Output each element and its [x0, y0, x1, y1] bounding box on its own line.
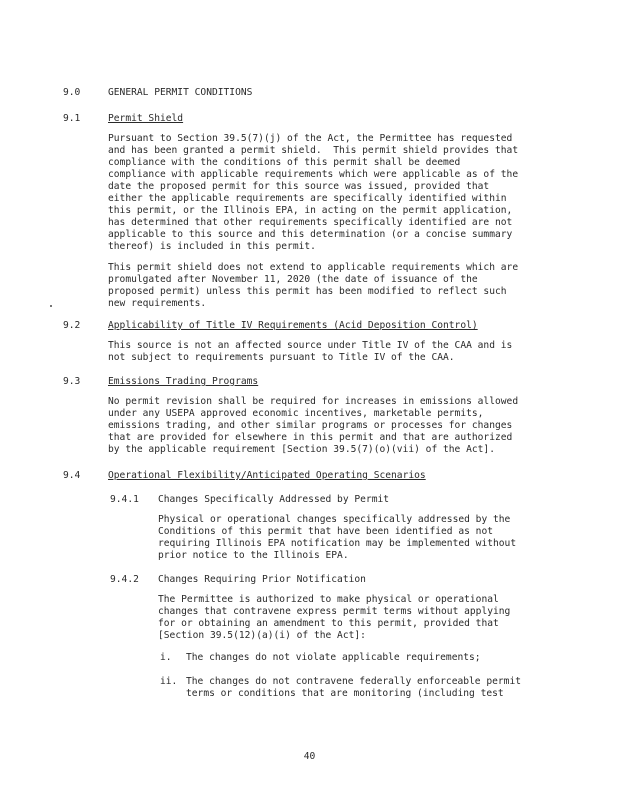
- subsection-title-9-4-2: Changes Requiring Prior Notification: [158, 574, 366, 585]
- paragraph-line: Conditions of this permit that have been identified as not: [158, 526, 494, 537]
- list-item-line: The changes do not contravene federally enforceable permit: [186, 676, 522, 687]
- paragraph-line: changes that contravene express permit terms without applying: [158, 606, 511, 617]
- paragraph-line: new requirements.: [108, 298, 207, 309]
- paragraph-line: requiring Illinois EPA notification may be implemented without: [158, 538, 517, 549]
- paragraph-line: compliance with applicable requirements which were applicable as of the: [108, 169, 519, 180]
- subsection-title-9-3: Emissions Trading Programs: [108, 376, 259, 387]
- paragraph-line: thereof) is included in this permit.: [108, 241, 316, 252]
- paragraph-line: [Section 39.5(12)(a)(i) of the Act]:: [158, 630, 366, 641]
- paragraph-line: under any USEPA approved economic incentives, marketable permits,: [108, 408, 484, 419]
- paragraph-line: has determined that other requirements specifically identified are not: [108, 217, 513, 228]
- paragraph-line: date the proposed permit for this source was issued, provided that: [108, 181, 490, 192]
- paragraph-line: applicable to this source and this determination (or a concise summary: [108, 229, 513, 240]
- subsection-title-9-2: Applicability of Title IV Requirements (Acid Deposition Control): [108, 320, 478, 331]
- paragraph-line: either the applicable requirements are specifically identified within: [108, 193, 507, 204]
- paragraph-line: This permit shield does not extend to applicable requirements which are: [108, 262, 519, 273]
- paragraph-line: for or obtaining an amendment to this permit, provided that: [158, 618, 499, 629]
- subsection-number-9-1: 9.1: [63, 113, 81, 124]
- list-item-line: The changes do not violate applicable requirements;: [186, 652, 481, 663]
- paragraph-line: This source is not an affected source under Title IV of the CAA and is: [108, 340, 513, 351]
- paragraph-line: prior notice to the Illinois EPA.: [158, 550, 349, 561]
- paragraph-line: No permit revision shall be required for increases in emissions allowed: [108, 396, 519, 407]
- paragraph-line: proposed permit) unless this permit has been modified to reflect such: [108, 286, 507, 297]
- list-item-marker: i.: [160, 652, 172, 663]
- paragraph-line: not subject to requirements pursuant to Title IV of the CAA.: [108, 352, 455, 363]
- list-item-line: terms or conditions that are monitoring (including test: [186, 688, 504, 699]
- paragraph-line: emissions trading, and other similar programs or processes for changes: [108, 420, 513, 431]
- subsection-title-9-1: Permit Shield: [108, 113, 184, 124]
- paragraph-line: The Permittee is authorized to make physical or operational: [158, 594, 499, 605]
- paragraph-line: Physical or operational changes specifically addressed by the: [158, 514, 511, 525]
- paragraph-line: promulgated after November 11, 2020 (the date of issuance of the: [108, 274, 478, 285]
- list-item-marker: ii.: [160, 676, 178, 687]
- paragraph-line: and has been granted a permit shield. This permit shield provides that: [108, 145, 519, 156]
- subsection-number-9-4-2: 9.4.2: [110, 574, 139, 585]
- paragraph-line: this permit, or the Illinois EPA, in acting on the permit application,: [108, 205, 513, 216]
- subsection-title-9-4-1: Changes Specifically Addressed by Permit: [158, 494, 390, 505]
- subsection-number-9-3: 9.3: [63, 376, 81, 387]
- subsection-number-9-4: 9.4: [63, 470, 81, 481]
- paragraph-line: that are provided for elsewhere in this permit and that are authorized: [108, 432, 513, 443]
- subsection-number-9-2: 9.2: [63, 320, 81, 331]
- paragraph-line: Pursuant to Section 39.5(7)(j) of the Act, the Permittee has requested: [108, 133, 513, 144]
- subsection-title-9-4: Operational Flexibility/Anticipated Operating Scenarios: [108, 470, 426, 481]
- scan-speck: [50, 305, 52, 307]
- page-number: 40: [303, 751, 316, 762]
- subsection-number-9-4-1: 9.4.1: [110, 494, 139, 505]
- paragraph-line: compliance with the conditions of this permit shall be deemed: [108, 157, 461, 168]
- section-title: GENERAL PERMIT CONDITIONS: [108, 87, 253, 98]
- paragraph-line: by the applicable requirement [Section 39.5(7)(o)(vii) of the Act].: [108, 444, 495, 455]
- section-number: 9.0: [63, 87, 81, 98]
